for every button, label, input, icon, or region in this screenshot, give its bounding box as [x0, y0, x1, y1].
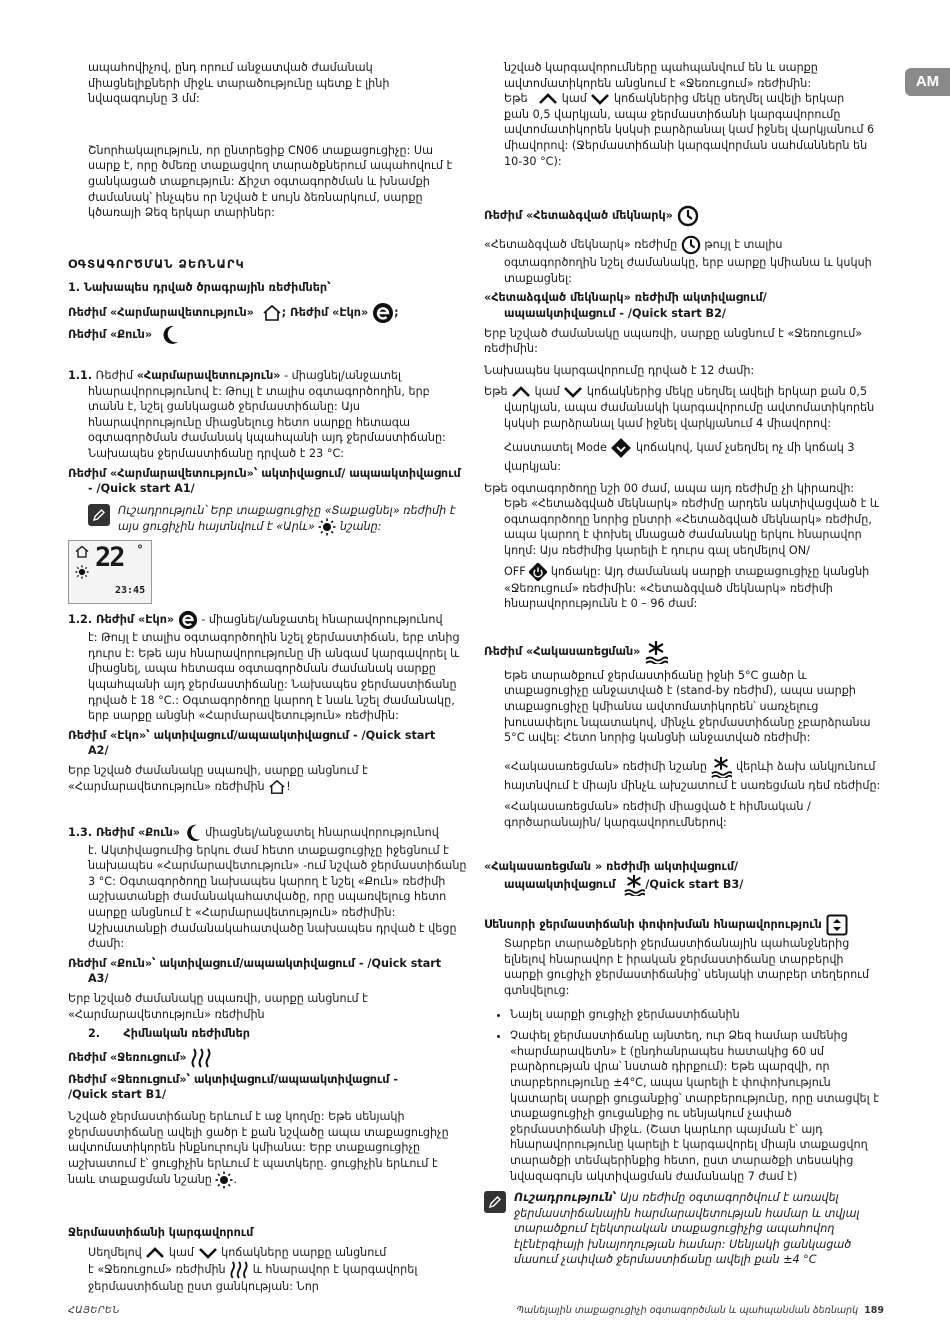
home-icon — [268, 779, 286, 795]
delayed-start-expire: Երբ նշված ժամանակը սպառվի, սարքը անցնում է «Ջեռուցում» ռեժիմին: — [484, 326, 863, 356]
delayed-start-activation: «Հետաձգված մեկնարկ» ռեժիմի ակտիվացում/ — [484, 291, 767, 305]
note-sensor: Ուշադրություն՝ Այս ռեժիմը օգտագործվում է առավել ջերմաստիճանային հարմարավետության համար և տվյալ տարածքում էլեկտրական տաքացուցիչից ապահովող էլէնէրգիայի խնայողության համար: Սենյակի ցանկացած մասում չափված ջերմաստիճանը ավելի քան ±4 °C — [484, 1190, 882, 1268]
mode-button-icon — [610, 437, 632, 459]
long-press-paragraph: Եթե կամ կոճակներից մեկը սեղմել ավելի երկար — [504, 92, 845, 106]
sensor-steps-list — [484, 1007, 882, 1185]
thanks-paragraph: Շնորհակալություն, որ ընտրեցիք CN06 տաքացուցիչը: Սա սարք է, որը ծմեռը տաքացվող տարածքներում ապահովում է ցանկացած տաքություն: Ճիշտ օգտագործման և խնամքի ժամանակ՝ ինչպես որ նշված է սույն ձեռնարկում, սարքը կծառայի Ձեզ երկար տարիներ: — [88, 143, 453, 220]
heating-waves-icon — [190, 1048, 212, 1068]
eco-icon — [178, 610, 198, 630]
lcd-display — [68, 540, 152, 604]
eco-icon — [372, 302, 394, 324]
modes-line-2: Ռեժիմ «Քուն» — [68, 324, 468, 346]
delayed-start-longpress: Եթե կամ կոճակներից մեկը սեղմել ավելի երկար քան 0,5 — [484, 385, 868, 399]
section-2-title: 2. Հիմնական ռեժիմներ — [88, 1027, 250, 1041]
lcd-temperature: 22 — [95, 542, 124, 574]
chevron-up-icon — [145, 1247, 165, 1259]
delayed-start-off: OFF կոճակը: Այդ ժամանակ սարքի տաքացուցիչը կանցնի «Ջեռուցում» ռեժիմին: «Հետաձգված մեկնարկ» ռեժիմի հնարավորությունն է 0 – 96 ժամ: — [484, 563, 882, 612]
modes-line-1: Ռեժիմ «Հարմարավետություն» ; Ռեժիմ «Էկո» ; — [68, 302, 468, 324]
delayed-start-title: Ռեժիմ «Հետաձգված մեկնարկ» — [484, 205, 882, 227]
power-icon — [529, 563, 547, 581]
section-1-3-body: է. Ակտիվացումից երկու ժամ հետո տաքացուցիչը իջեցնում է նախապես «Հարմարավետություն» -ում նշված ջերմաստիճանը 3 °C: Օգտագործողը նախապես կարող է նշել «Քուն» ռեժիմի աշխատանքի ժամանակահատվածը, որը սպառվելուց հետո սարքը անցնում է «Հարմարավետություն» ռեժիմին: Աշխատանքի ժամանակահատվածը նախապես դրված է վեցը ժամի: — [88, 843, 467, 951]
list-item: • Նայել սարքի ցուցիչի ջերմաստիճանին — [510, 1007, 882, 1023]
antifrost-title: Ռեժիմ «Հակասառեցման» — [484, 640, 882, 664]
sun-icon — [215, 1171, 233, 1189]
snowflake-waves-icon — [710, 756, 732, 778]
lcd-degree: ° — [137, 543, 143, 558]
section-1-2-after: Երբ նշված ժամանակը սպառվի, սարքը անցնում է «Հարմարավետություն» ռեժիմին ! — [68, 764, 368, 793]
heating-waves-icon — [229, 1261, 249, 1279]
antifrost-indicator: «Հակասառեցման» ռեժիմի նշանը վերևի ձախ անկյունում — [484, 756, 882, 778]
sensor-offset-body: Տարբեր տարածքների ջերմաստիճանային պահանջներից ելնելով հնարավոր է իրական ջերմաստիճանը տարբերվի սարքի ցուցիչի ջերմաստիճանից՝ սենյակի տարբեր տեղերում գտնվելուց: — [504, 937, 870, 997]
delayed-start-confirm: Հաստատել Mode կոճակով, կամ չսեղմել ոչ մի կոճակ 3 վարկյան: — [484, 437, 882, 475]
section-1-2-body: է: Թույլ է տալիս օգտագործողին նշել ջերմաստիճան, երբ տնից դուրս է: Եթե այս հնարավորությունը մի անգամ կարգավորել և միացնել, ապա հետագա օգտագործման ժամանակ սարքը կպահպանի այդ ջերմաստիճանը: Նախապես ջերմաստիճանը դրված է 18 °C.: Օգտագործողը կարող է նաև նշել ժամանակը, երբ սարքը անցնի «Հարմարավետություն» ռեժիմին: — [88, 631, 460, 723]
chevron-down-icon — [198, 1247, 218, 1259]
section-1-3-after: Երբ նշված ժամանակը սպառվի, սարքը անցնում է «Հարմարավետություն» ռեժիմին — [68, 991, 368, 1021]
moon-icon — [184, 823, 202, 843]
chevron-up-icon — [511, 386, 531, 398]
lcd-time: 23:45 — [115, 585, 146, 597]
heating-mode-title: Ռեժիմ «Ջեռուցում» — [68, 1048, 468, 1068]
pencil-icon — [88, 504, 110, 526]
left-column: ապահովիչով, ընդ որում անջատված ժամանակ միացնելիքների միջև տարածությունը պետք է լինի նվազագույնը 3 մմ: Շնորհակալություն, որ ընտրեցիք CN06 տաքացուցիչը: Սա սարք է, որը ծմեռը տաքացվող տարածքներում ապահովում է ցանկացած տաքություն: Ճիշտ օգտագործման և խնամքի ժամանակ՝ ինչպես որ նշված է սույն ձեռնարկում, սարքը կծառայի Ձեզ երկար տարիներ: ՕԳՏԱԳՈՐԾՄԱՆ ՁԵՌՆԱՐԿ 1. Նախապես դրված ծրագրային ռեժիմներ՝ Ռեժիմ «Հարմարավետություն» ; Ռեժիմ «Էկո» ; Ռեժիմ «Քուն» 1.1. Ռեժիմ «Հարմարավետություն» - միացնել/անջատել հնարավորությունով է: Թույլ է տալիս օգտագործողին, երբ տանն է, նշել ցանկացած ջերմաստիճանը: Այս հնարավորությունը միացնելուց հետո սարքը հետագա օգտագործման ժամանակ կպահպանի այդ ջերմաստիճանը: Նախապես ջերմաստիճանը դրված է 23 °C: Ռեժիմ «Հարմարավետություն»՝ ակտիվացում/ ապաակտիվացում - /Quick start A1/ Ուշադրություն՝ Երբ տաքացուցիչը «Տաքացնել» ռեժիմի է այս ցուցիչին հայտնվում է «Արև» նշանը: 22 ° 23:45 1.2. Ռեժիմ «Էկո» - միացնել/անջատել հնարավորությունով է: Թույլ է տալիս օգտագործողին նշել ջերմաստիճան, երբ տնից դուրս է: Եթե այս հնարավորությունը մի անգամ կարգավորել և միացնել, ապա հետագա օգտագործման ժամանակ սարքը կպահպանի այդ ջերմաստիճանը: Նախապես ջերմաստիճանը դրված է 18 °C.: Օգտագործողը կարող է նաև նշել ժամանակը, երբ սարքը անցնի «Հարմարավետություն» ռեժիմին: Ռեժիմ «Էկո»՝ ակտիվացում/ապաակտիվացում - /Quick start A2/ Երբ նշված ժամանակը սպառվի, սարքը անցնում է «Հարմարավետություն» ռեժիմին ! 1.3. Ռեժիմ «Քուն» միացնել/անջատել հնարավորությունով է. Ակտիվացումից երկու ժամ հետո տաքացուցիչը իջեցնում է նախապես «Հարմարավետություն» -ում նշված ջերմաստիճանը 3 °C: Օգտագործողը նախապես կարող է նշել «Քուն» ռեժիմի աշխատանքի ժամանակահատվածը, որը սպառվելուց հետո սարքը անցնում է «Հարմարավետություն» ռեժիմին: Աշխատանքի ժամանակահատվածը նախապես դրված է վեցը ժամի: Ռեժիմ «Քուն»՝ ակտիվացում/ապաակտիվացում - /Quick start A3/ Երբ նշված ժամանակը սպառվի, սարքը անցնում է «Հարմարավետություն» ռեժիմին 2. Հիմնական ռեժիմներ Ռեժիմ «Ջեռուցում» Ռեժիմ «Ջեռուցում»՝ ակտիվացում/ապաակտիվացում - /Quick start B1/ Նշված ջերմաստիճանը երևում է աջ կողմը: Եթե սենյակի ջերմաստիճանը ավելի ցածր է քան նշվածը ապա տաքացուցիչը ավտոմատիկորեն ինքնուրույն կմիանա: Երբ տաքացուցիչը աշխատում է՝ ցուցիչին երևում է պատկերը. ցուցիչին երևում է նաև տաքացման նշանը . Ջերմաստիճանի կարգավորում Սեղմելով կամ կոճակները սարքը անցնում է «Ջեռուցում» ռեժիմին և հնարավոր է կարգավորել ջերմաստիճանը ըստ ցանկության: Նոր — [68, 61, 467, 1293]
section-1-1-activation: Ռեժիմ «Հարմարավետություն»՝ ակտիվացում/ ապաակտիվացում - /Quick start A1/ — [68, 466, 461, 496]
temperature-setting-body: Սեղմելով կամ կոճակները սարքը անցնում է «Ջեռուցում» ռեժիմին և հնարավոր է կարգավորել ջերմաստիճանը ըստ ցանկության: Նոր — [88, 1245, 418, 1293]
note-sun: Ուշադրություն՝ Երբ տաքացուցիչը «Տաքացնել» ռեժիմի է այս ցուցիչին հայտնվում է «Արև» նշանը: — [68, 503, 468, 537]
right-column: նշված կարգավորումները պահպանվում են և սարքը ավտոմատիկորեն անցնում է «Ջեռուցում» ռեժիմին: Եթե կամ կոճակներից մեկը սեղմել ավելի երկար քան 0,5 վարկյան, ապա ջերմաստիճանի կարգավորումը ավտոմատիկորեն կսկսի բարձրանալ կամ իջնել վարկյանում 6 միավորով: (Ջերմաստիճանի կարգավորման սահմաններն են 10-30 °C): Ռեժիմ «Հետաձգված մեկնարկ» «Հետաձգված մեկնարկ» ռեժիմը թույլ է տալիս օգտագործողին նշել ժամանակը, երբ սարքը կմիանա և կսկսի տաքացնել: «Հետաձգված մեկնարկ» ռեժիմի ակտիվացում/ ապաակտիվացում - /Quick start B2/ Երբ նշված ժամանակը սպառվի, սարքը անցնում է «Ջեռուցում» ռեժիմին: Նախապես կարգավորումը դրված է 12 ժամի: Եթե կամ կոճակներից մեկը սեղմել ավելի երկար քան 0,5 վարկյան, ապա ժամանակի կարգավորումը ավտոմատիկորեն կսկսի բարձրանալ կամ իջնել վարկյանում 4 միավորով: Հաստատել Mode կոճակով, կամ չսեղմել ոչ մի կոճակ 3 վարկյան: Եթե օգտագործողը նշի 00 ժամ, ապա այդ ռեժիմը չի կիրառվի: Եթե «Հետաձգված մեկնարկ» ռեժիմը արդեն ակտիվացված է և օգտագործողը նորից ընտրի «Հետաձգված մեկնարկ» ռեժիմը, ապա կարող է փոխել մնացած ժամանակը երկու հնարավոր կողմ: Այս ռեժիմից կարելի է դուրս գալ սեղմելով ON/ OFF կոճակը: Այդ ժամանակ սարքի տաքացուցիչը կանցնի «Ջեռուցում» ռեժիմին: «Հետաձգված մեկնարկ» ռեժիմի հնարավորությունն է 0 – 96 ժամ: Ռեժիմ «Հակասառեցման» Եթե տարածքում ջերմաստիճանը իջնի 5°C ցածր և տաքացուցիչը անջատված է (stand-by ռեժիմ), ապա սարքի տաքացուցիչը կմիանա ավտոմատիկորեն՝ սառչելուց խուսափելու նպատակով, մինչև ջերմաստիճանը չբարձրանա 5°C ավել: Հետո նորից կանցնի անջատված ռեժիմի: «Հակասառեցման» ռեժիմի նշանը վերևի ձախ անկյունում հայտնվում է միայն մինչև ախշատում է սառեցման դեմ ռեժիմը: «Հակասառեցման» ռեժիմի միացված է հիմնական / գործարանային/ կարգավորումներով: «Հակասառեցման » ռեժիմի ակտիվացում/ ապաակտիվացում /Quick start B3/ Սենսորի ջերմաստիճանի փոփոխման հնարավորություն Տարբեր տարածքների ջերմաստիճանային պահանջներից ելնելով հնարավոր է իրական ջերմաստիճանը տարբերվի սարքի ցուցիչի ջերմաստիճանից՝ սենյակի տարբեր տեղերում գտնվելուց: • Նայել սարքի ցուցիչի ջերմաստիճանին • Չափել ջերմաստիճանը այնտեղ, ուր Ձեզ համար ամենից «հարմարավետն» է (ընդհանրապես հատակից 60 սմ բարձրության վրա՝ նստած դիրքում): Եթե պարզվի, որ տարբերությունը ±4°C, ապա կարելի է փոփոխություն կատարել սարքի ցուցանքից՝ տարբերությունը, որը ստացվել է տաքացուցիչի ցուցանքից ու սենյակում չափած ջերմաստիճանի միջև. (Շատ կարևոր պայման է՝ այդ հնարավորությունը կարելի է կարգավորել միայն տաքացվող տարածքի տեմպերինքից հետո, ըստ տարածքի տեսակից նվազագույն ակտիվացման ժամանակը 7 ժամ է) Ուշադրություն՝ Այս ռեժիմը օգտագործվում է առավել ջերմաստիճանային հարմարավետության համար և տվյալ տարածքում էլեկտրական տաքացուցիչից ապահովող էլէնէրգիայի խնայողության համար: Սենյակի ցանկացած մասում չափված ջերմաստիճանը ավելի քան ±4 °C — [484, 60, 882, 1268]
list-item: • Չափել ջերմաստիճանը այնտեղ, ուր Ձեզ համար ամենից «հարմարավետն» է (ընդհանրապես հատակից 60 սմ բարձրության վրա՝ նստած դիրքում): Եթե պարզվի, որ տարբերությունը ±4°C, ապա կարելի է փոփոխություն կատարել սարքի ցուցանքից՝ տարբերությունը, որը ստացվել է տաքացուցիչի ցուցանքից ու սենյակում չափած ջերմաստիճանի միջև. (Շատ կարևոր պայման է՝ այդ հնարավորությունը կարելի է կարգավորել միայն տաքացվող տարածքի տեմպերինքից հետո, ըստ տարածքի տեսակից նվազագույն ակտիվացման ժամանակը 7 ժամ է) — [510, 1028, 882, 1184]
section-1-3-activation: Ռեժիմ «Քուն»՝ ակտիվացում/ապաակտիվացում - /Quick start — [68, 956, 442, 970]
temperature-continued: նշված կարգավորումները պահպանվում են և սարքը ավտոմատիկորեն անցնում է «Ջեռուցում» ռեժիմին: — [504, 61, 818, 90]
section-1-3-heading: 1.3. Ռեժիմ «Քուն» միացնել/անջատել հնարավորությունով — [68, 823, 468, 843]
sun-icon — [318, 518, 336, 536]
sensor-offset-title: Սենսորի ջերմաստիճանի փոփոխման հնարավորություն — [484, 914, 882, 936]
chevron-up-icon — [538, 93, 558, 105]
section-1-1-heading: 1.1. Ռեժիմ «Հարմարավետություն» - միացնել/անջատել — [68, 368, 401, 382]
footer-language: ՀԱՅԵՐԵՆ — [68, 1305, 120, 1316]
guide-title: ՕԳՏԱԳՈՐԾՄԱՆ ՁԵՌՆԱՐԿ — [68, 256, 245, 271]
section-1-title: 1. Նախապես դրված ծրագրային ռեժիմներ՝ — [68, 281, 331, 295]
snowflake-waves-icon — [623, 874, 645, 896]
heating-body: Նշված ջերմաստիճանը երևում է աջ կողմը: Եթե սենյակի ջերմաստիճանը ավելի ցածր է քան նշվածը ապա տաքացուցիչը ավտոմատիկորեն ինքնուրույն կմիանա: Երբ տաքացուցիչը աշխատում է՝ ցուցիչին երևում է պատկերը. ցուցիչին երևում է նաև տաքացման նշանը . — [68, 1109, 468, 1189]
section-1-2-activation: Ռեժիմ «Էկո»՝ ակտիվացում/ապաակտիվացում - /Quick start — [68, 728, 436, 742]
heating-activation: Ռեժիմ «Ջեռուցում»՝ ակտիվացում/ապաակտիվացում - — [68, 1072, 398, 1086]
delayed-start-default: Նախապես կարգավորումը դրված է 12 ժամի: — [484, 363, 755, 377]
section-1-2-heading: 1.2. Ռեժիմ «Էկո» - միացնել/անջատել հնարավորությունով — [68, 610, 468, 630]
language-tab: AM — [905, 68, 950, 96]
section-1-1-body: հնարավորությունով է: Թույլ է տալիս օգտագործողին, երբ տանն է, նշել ցանկացած ջերմաստիճանը: Այս հնարավորությունը միացնելուց հետո սարքը հետագա օգտագործման ժամանակ կպահպանի այդ ջերմաստիճանը: Նախապես ջերմաստիճանը դրված է 23 °C: — [88, 384, 446, 460]
antifrost-body: Եթե տարածքում ջերմաստիճանը իջնի 5°C ցածր և տաքացուցիչը անջատված է (stand-by ռեժիմ), ապա սարքի տաքացուցիչը կմիանա ավտոմատիկորեն՝ սառչելուց խուսափելու նպատակով, մինչև ջերմաստիճանը չբարձրանա 5°C ավել: Հետո նորից կանցնի անջատված ռեժիմի: — [504, 668, 871, 745]
pencil-icon — [484, 1191, 506, 1213]
footer-title: Պանելային տաքացուցիչի օգտագործման և պահպանման ձեռնարկ 189 — [516, 1305, 884, 1316]
sun-icon — [75, 565, 89, 584]
moon-icon — [160, 324, 180, 346]
antifrost-default: «Հակասառեցման» ռեժիմի միացված է հիմնական / գործարանային/ կարգավորումներով: — [504, 800, 811, 829]
chevron-down-icon — [590, 93, 610, 105]
delayed-start-zero: Եթե օգտագործողը նշի 00 ժամ, ապա այդ ռեժիմը չի կիրառվի: — [484, 481, 855, 495]
intro-paragraph: ապահովիչով, ընդ որում անջատված ժամանակ միացնելիքների միջև տարածությունը պետք է լինի նվազագույնը 3 մմ: — [88, 61, 390, 106]
snowflake-waves-icon — [644, 640, 668, 664]
antifrost-activation: «Հակասառեցման » ռեժիմի ակտիվացում/ — [484, 859, 739, 873]
temperature-setting-title: Ջերմաստիճանի կարգավորում — [68, 1226, 254, 1240]
page-number: 189 — [864, 1305, 884, 1316]
chevron-down-icon — [563, 386, 583, 398]
clock-icon — [681, 235, 701, 255]
clock-icon — [677, 205, 699, 227]
up-down-box-icon — [826, 914, 848, 936]
home-icon — [262, 304, 282, 322]
delayed-start-intro: «Հետաձգված մեկնարկ» ռեժիմը թույլ է տալիս — [484, 235, 882, 255]
home-icon — [75, 545, 89, 563]
